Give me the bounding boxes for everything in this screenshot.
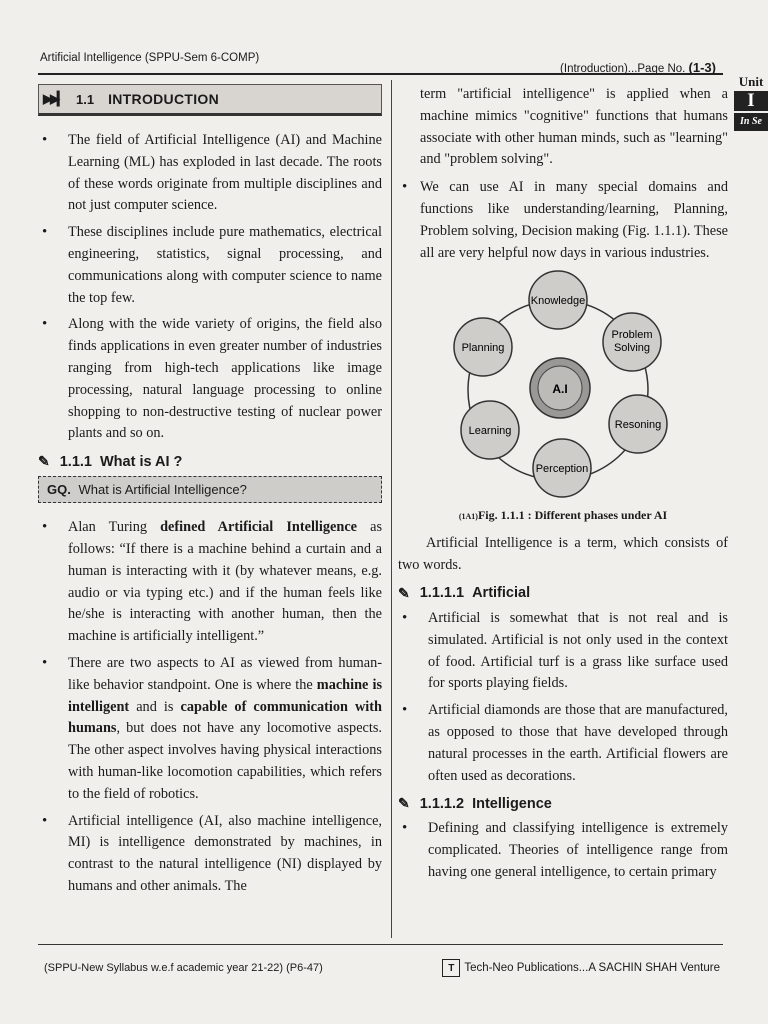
section-number: 1.1 (76, 91, 95, 107)
node-label: Problem (611, 329, 653, 342)
node-label: Resoning (614, 419, 662, 432)
footer-right (442, 959, 720, 977)
figure-caption-text: Fig. 1.1.1 : Different phases under AI (477, 508, 668, 523)
subsection-heading-what-is-ai (38, 453, 382, 470)
footer-rule (38, 944, 723, 945)
subsection-heading-artificial (398, 585, 728, 602)
unit-tab-number: I (734, 91, 768, 111)
list-item: • These disciplines include pure mathematics, electrical engineering, statistics, signal processing, and communications along with computer science to name the top few. (38, 222, 382, 309)
header-rule (38, 73, 723, 75)
domains-list (398, 177, 728, 264)
list-item: • Artificial is somewhat that is not real and is simulated. Artificial is not only used in the context of food. Artificial turf is a grass like surface used for sports playing fields. (398, 608, 728, 695)
fast-forward-icon: ▶▶▎ (43, 91, 64, 106)
list-item: • Artificial intelligence (AI, also machine intelligence, MI) is intelligence demonstrated by machines, in contrast to the natural intelligence (NI) displayed by humans and other animals. The (38, 811, 382, 898)
unit-tab-sub: In Se (734, 113, 768, 131)
unit-tab-label: Unit (738, 74, 764, 89)
subsection-title: What is AI ? (99, 453, 183, 470)
continued-paragraph: term "artificial intelligence" is applied when a machine mimics "cognitive" functions that humans associate with other human minds, such as "learning" and "problem solving". (420, 86, 728, 168)
list-item: • We can use AI in many special domains and functions like understanding/learning, Planning, Problem solving, Decision making (Fig. 1.1.1). These all are very helpful now days in various industries. (398, 177, 728, 264)
right-column (398, 84, 728, 889)
node-label: Planning (461, 342, 505, 355)
section-title: INTRODUCTION (108, 91, 220, 107)
list-item: • Alan Turing defined Artificial Intelligence as follows: “If there is a machine behind a curtain and a human is interacting with it (by whatever means, e.g. audio or via typing etc.) and if the human feels like he/she is interacting with another human, then the machine is artificially intelligent.” (38, 517, 382, 648)
gq-text: What is Artificial Intelligence? (78, 482, 247, 498)
ai-term-paragraph: Artificial Intelligence is a term, which consists of two words. (398, 535, 728, 574)
subsection-title: Artificial (472, 585, 531, 602)
pen-icon: ✎ (398, 795, 410, 812)
node-label: Solving (613, 342, 651, 355)
running-header-left: Artificial Intelligence (SPPU-Sem 6-COMP) (40, 52, 260, 64)
intro-list (38, 130, 382, 445)
node-knowledge (529, 271, 587, 329)
list-item: • There are two aspects to AI as viewed from human-like behavior standpoint. One is where the machine is intelligent and is capable of communication with humans, but does not have any locomotive aspects. The other aspect involves having physical interactions with human-like locomotion capabilities, which refers to the field of robotics. (38, 653, 382, 806)
node-label: Learning (468, 425, 512, 438)
left-column (38, 84, 382, 903)
general-question-box (38, 476, 382, 503)
list-item: • Artificial diamonds are those that are manufactured, as opposed to those that have developed through natural processes in the earth. Artificial flowers are often used as decorations. (398, 700, 728, 787)
figure-caption (398, 508, 728, 523)
publisher-name: Tech-Neo Publications...A SACHIN SHAH Venture (464, 962, 720, 974)
pen-icon: ✎ (398, 584, 410, 601)
unit-tab (734, 74, 768, 131)
bold-term: defined Artificial Intelligence (160, 519, 358, 536)
section-heading (38, 84, 382, 116)
bold-term: capable of communication with humans (68, 698, 382, 737)
publisher-logo-icon: T (442, 959, 460, 977)
subsection-number: 1.1.1.1 (419, 585, 465, 602)
pen-icon: ✎ (38, 453, 50, 470)
node-problem-solving (603, 313, 661, 371)
artificial-list (398, 608, 728, 787)
subsection-number: 1.1.1.2 (419, 795, 465, 812)
node-resoning (609, 395, 667, 453)
bold-term: machine is intelligent (68, 676, 383, 715)
subsection-heading-intelligence (398, 795, 728, 812)
center-label: A.I (552, 382, 568, 397)
header-page-number: (1-3) (688, 60, 716, 75)
subsection-title: Intelligence (472, 795, 552, 812)
ai-phases-diagram (398, 270, 728, 502)
list-item: • The field of Artificial Intelligence (AI) and Machine Learning (ML) has exploded in last decade. The roots of these words originate from multiple disciplines and not just computer science. (38, 130, 382, 217)
subsection-number: 1.1.1 (59, 453, 92, 470)
node-label: Perception (535, 463, 589, 476)
node-learning (461, 401, 519, 459)
list-item: • Along with the wide variety of origins, the field also finds applications in even greater number of industries ranging from high-tech applications like image processing, natural language processing to online shopping to non-destructive testing of nuclear power plants and so on. (38, 314, 382, 445)
node-planning (454, 318, 512, 376)
footer-left: (SPPU-New Syllabus w.e.f academic year 21-22) (P6-47) (44, 962, 323, 974)
figure-tag: (1A1) (458, 512, 478, 522)
figure-ai-phases (398, 270, 728, 502)
header-chapter: (Introduction)...Page No. (560, 63, 686, 75)
node-perception (533, 439, 591, 497)
column-divider (391, 80, 392, 938)
list-item: • Defining and classifying intelligence is extremely complicated. Theories of intelligence range from having one general intelligence, to certain primary (398, 818, 728, 883)
gq-label: GQ. (47, 482, 71, 498)
intelligence-list (398, 818, 728, 883)
node-label: Knowledge (530, 295, 586, 308)
what-is-ai-list (38, 517, 382, 898)
node-center (530, 358, 590, 418)
